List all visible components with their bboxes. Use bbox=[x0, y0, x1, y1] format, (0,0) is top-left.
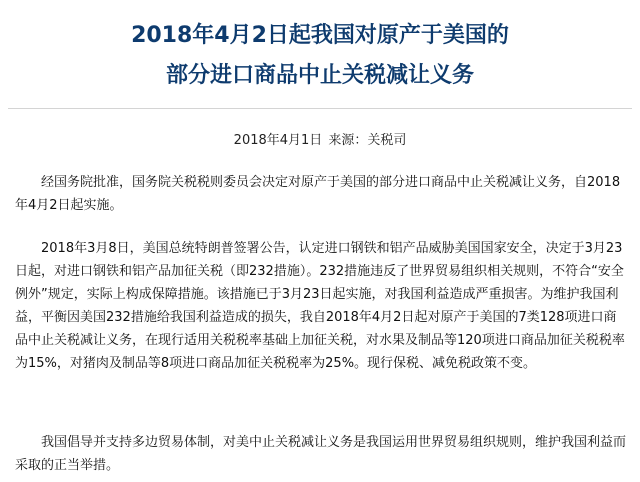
paragraph-2: 2018年3月8日，美国总统特朗普签署公告，认定进口钢铁和铝产品威胁美国国家安全，决定于3月23日起，对进口钢铁和铝产品加征关税（即232措施）。232措施违反了世界贸易组织相关规则，不符合“安全例外”规定，实际上构成保障措施。该措施已于3月23日起实施，对我国利益造成严重损害。为维护我国利益，平衡因美国232措施给我国利益造成的损失，我自2018年4月2日起对原产于美国的7类128项进口商品中止关税减让义务，在现行适用关税税率基础上加征关税，对水果及制品等120项进口商品加征关税税率为15%，对猪肉及制品等8项进口商品加征关税税率为25%。现行保税、减免税政策不变。 bbox=[15, 241, 625, 371]
article-title-line-1: 2018年4月2日起我国对原产于美国的 bbox=[131, 23, 509, 48]
paragraph-1: 经国务院批准，国务院关税税则委员会决定对原产于美国的部分进口商品中止关税减让义务，自2018年4月2日起实施。 bbox=[15, 175, 621, 213]
article-header bbox=[0, 0, 640, 112]
article-source: 来源：关税司 bbox=[328, 133, 407, 148]
article-meta bbox=[0, 129, 640, 148]
article-title-line-2: 部分进口商品中止关税减让义务 bbox=[165, 63, 474, 88]
header-divider bbox=[8, 108, 632, 109]
paragraph-3: 我国倡导并支持多边贸易体制，对美中止关税减让义务是我国运用世界贸易组织规则，维护我国利益而采取的正当举措。 bbox=[15, 435, 627, 473]
publish-date: 2018年4月1日 bbox=[233, 133, 323, 148]
